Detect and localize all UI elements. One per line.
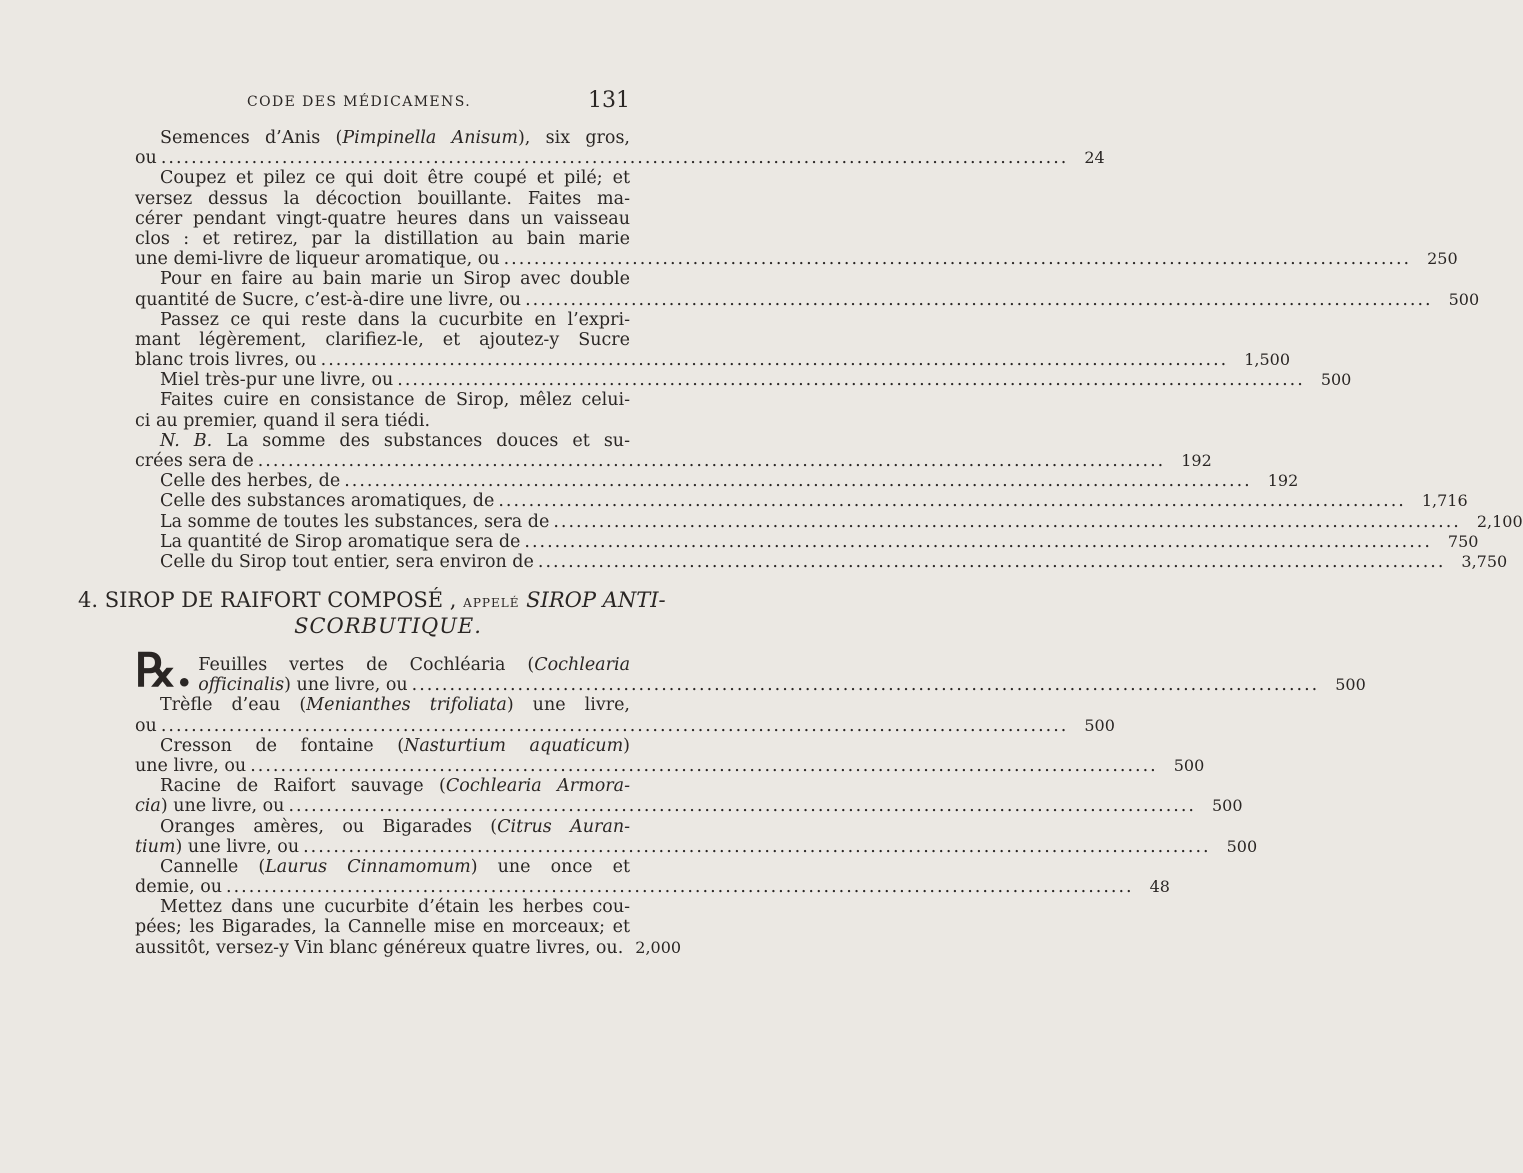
- line-text: [135, 756, 246, 776]
- line-text-roman: Oranges amères, ou Bigarades (: [160, 816, 498, 837]
- line-text-roman: aussitôt, versez-y Vin blanc généreux quatre livres, ou.: [135, 937, 624, 958]
- text-line: [135, 168, 630, 188]
- line-text-roman: une livre, ou: [135, 755, 247, 776]
- text-line: [135, 350, 1291, 371]
- line-text: [160, 695, 630, 715]
- line-text: [135, 411, 430, 431]
- quantity-value: 500: [1226, 836, 1258, 856]
- line-text-italic: Laurus Cinnamomum: [265, 856, 471, 877]
- line-text-roman: cérer pendant vingt-quatre heures dans un vaisseau: [135, 208, 630, 229]
- line-text: [135, 330, 630, 350]
- line-text: [160, 897, 630, 917]
- dot-leader: ........................................................................................................................: [537, 551, 1446, 572]
- text-line: [135, 715, 1115, 736]
- line-text-roman: quantité de Sucre, c’est-à-dire une livre, ou: [135, 289, 522, 310]
- line-text-italic: Citrus Auran-: [497, 816, 630, 837]
- dot-leader: ........................................................................................................................: [288, 796, 1196, 817]
- line-text-roman: mant légèrement, clarifiez-le, et ajoutez-y Sucre: [135, 329, 630, 350]
- text-line: [135, 390, 630, 410]
- line-text-roman: Celle du Sirop tout entier, sera environ de: [160, 551, 534, 572]
- quantity-value: 48: [1149, 877, 1170, 897]
- quantity-value: 24: [1084, 148, 1105, 168]
- dot-leader: ........................................................................................................................: [411, 675, 1320, 696]
- text-line: [135, 531, 1479, 552]
- line-text-italic: Nasturtium aquaticum: [404, 735, 624, 756]
- line-text-after: ): [623, 735, 630, 756]
- line-text: [135, 837, 299, 857]
- text-block-anise-syrup: [135, 128, 1523, 572]
- text-line: [135, 310, 630, 330]
- line-text-roman: Cresson de fontaine (: [160, 735, 405, 756]
- text-line: [135, 471, 1299, 492]
- line-text: [135, 189, 630, 209]
- line-text: [160, 776, 630, 796]
- section-title: SIROP DE RAIFORT COMPOSÉ ,: [104, 588, 457, 612]
- quantity-value: 1,500: [1244, 350, 1291, 370]
- quantity-value: 192: [1181, 451, 1212, 470]
- line-text: [135, 249, 500, 269]
- line-text: [160, 390, 630, 410]
- line-text: [160, 370, 393, 390]
- line-text-after: ) une livre, ou: [160, 796, 285, 817]
- page-number: 131: [588, 88, 630, 113]
- dot-leader: ........................................................................................................................: [226, 877, 1134, 898]
- text-line: [135, 551, 1508, 572]
- section-number: 4.: [78, 588, 99, 612]
- line-text-after: ) une livre, ou: [175, 836, 300, 857]
- line-text: [160, 857, 630, 877]
- line-text-roman: Racine de Raifort sauvage (: [160, 776, 446, 797]
- text-line: [135, 755, 1205, 776]
- line-text: [160, 512, 549, 532]
- line-text: [160, 491, 494, 511]
- line-text: [135, 290, 521, 310]
- section-alt-title-2: SCORBUTIQUE.: [294, 614, 482, 638]
- line-text-after: ) une livre,: [506, 695, 630, 716]
- line-text-roman: Miel très-pur une livre, ou: [160, 370, 394, 391]
- line-text: [160, 310, 630, 330]
- line-text-roman: ou: [135, 715, 157, 736]
- text-line: [135, 411, 630, 431]
- text-line: [135, 836, 1258, 857]
- dot-leader: ........................................................................................................................: [250, 755, 1158, 776]
- line-text: [160, 532, 520, 552]
- line-text: [198, 675, 407, 695]
- text-line: [135, 289, 1480, 310]
- line-text-roman: Trèfle d’eau (: [160, 695, 307, 716]
- line-text-italic: cia: [135, 796, 161, 817]
- line-text: [160, 736, 630, 756]
- text-line: [135, 511, 1523, 532]
- line-text-italic: Pimpinella Anisum: [342, 128, 518, 148]
- line-text-after: ) une livre, ou: [284, 675, 408, 696]
- quantity-value: 500: [1320, 370, 1352, 390]
- line-text-roman: Mettez dans une cucurbite d’étain les herbes cou-: [160, 897, 630, 918]
- line-text-after: ) une once et: [470, 856, 630, 877]
- text-line: [135, 451, 1212, 471]
- page-header: [135, 88, 630, 116]
- text-line: [135, 491, 1468, 512]
- line-text-roman: Feuilles vertes de Cochléaria (: [198, 655, 535, 675]
- quantity-value: 500: [1173, 755, 1205, 775]
- quantity-value: 500: [1084, 715, 1115, 735]
- recipe-symbol: ℞.: [135, 643, 193, 697]
- line-text-roman: clos : et retirez, par la distillation au bain marie: [135, 228, 630, 249]
- line-text: [160, 168, 630, 188]
- line-text-roman: Celle des substances aromatiques, de: [160, 491, 495, 512]
- text-line: [135, 148, 1105, 169]
- text-line: [198, 675, 1366, 696]
- line-text-roman: versez dessus la décoction bouillante. Faites ma-: [135, 188, 630, 209]
- section-alt-title-1: SIROP ANTI-: [526, 588, 666, 612]
- line-text-roman: ci au premier, quand il sera tiédi.: [135, 410, 431, 431]
- line-text-roman: Faites cuire en consistance de Sirop, mêlez celui-: [160, 390, 630, 411]
- line-text: [160, 128, 630, 148]
- dot-leader: ........................................................................................................................: [397, 370, 1305, 391]
- quantity-value: 2,000: [635, 937, 682, 957]
- dot-leader: ........................................................................................................................: [303, 836, 1211, 857]
- line-text-roman: Cannelle (: [160, 856, 266, 877]
- dot-leader: ........................................................................................................................: [524, 531, 1432, 552]
- text-line: [135, 269, 630, 289]
- line-text-roman: demie, ou: [135, 877, 223, 898]
- text-line: [135, 249, 1458, 270]
- line-text: [160, 471, 340, 491]
- dot-leader: ........................................................................................................................: [257, 451, 1166, 471]
- quantity-value: 192: [1267, 471, 1299, 491]
- text-line: [135, 736, 630, 756]
- dot-leader: ........................................................................................................................: [160, 148, 1069, 169]
- line-text: [135, 148, 157, 168]
- dot-leader: ........................................................................................................................: [498, 491, 1406, 512]
- section-called: APPELÉ: [463, 596, 520, 610]
- line-text: [135, 716, 157, 736]
- line-text: [135, 796, 284, 816]
- text-line: [135, 877, 1170, 898]
- line-text: [198, 655, 630, 675]
- dot-leader: ........................................................................................................................: [344, 471, 1252, 492]
- dot-leader: ........................................................................................................................: [503, 249, 1412, 270]
- quantity-value: 1,716: [1421, 491, 1468, 511]
- line-text-roman: Celle des herbes, de: [160, 471, 341, 492]
- text-line: [135, 776, 630, 796]
- line-text: [135, 229, 630, 249]
- dot-leader: ........................................................................................................................: [525, 289, 1433, 310]
- line-text-roman: une demi-livre de liqueur aromatique, ou: [135, 249, 500, 270]
- line-text-roman: La somme de toutes les substances, sera de: [160, 511, 550, 532]
- line-text-after: La somme des substances douces et su-: [212, 430, 630, 451]
- line-text-italic: Cochlearia Armora-: [445, 776, 630, 797]
- text-line: [135, 857, 630, 877]
- line-text-roman: Pour en faire au bain marie un Sirop avec double: [160, 269, 630, 290]
- line-text: [160, 431, 630, 451]
- quantity-value: 750: [1447, 531, 1479, 551]
- text-line: [135, 796, 1243, 817]
- quantity-value: 250: [1427, 249, 1458, 269]
- line-text: [135, 209, 630, 229]
- line-text: [135, 938, 623, 958]
- line-text-roman: pées; les Bigarades, la Cannelle mise en morceaux; et: [135, 917, 630, 938]
- line-text: [135, 451, 254, 471]
- quantity-value: 2,100: [1476, 511, 1523, 531]
- quantity-value: 500: [1211, 796, 1243, 816]
- quantity-value: 3,750: [1461, 551, 1508, 571]
- line-text: [135, 917, 630, 937]
- line-text-italic: N. B.: [160, 430, 213, 451]
- line-text-roman: Passez ce qui reste dans la cucurbite en l’expri-: [160, 309, 630, 330]
- line-text: [160, 817, 630, 837]
- line-text-roman: La quantité de Sirop aromatique sera de: [160, 531, 521, 552]
- text-line: [135, 817, 630, 837]
- quantity-value: 500: [1448, 289, 1480, 309]
- dot-leader: ........................................................................................................................: [320, 350, 1229, 371]
- text-line: [135, 189, 630, 209]
- dot-leader: ........................................................................................................................: [160, 715, 1069, 736]
- text-line: [135, 209, 630, 229]
- line-text-italic: Menianthes trifoliata: [306, 695, 507, 716]
- text-line: [135, 695, 630, 715]
- text-line: [135, 897, 630, 917]
- line-text-italic: tium: [135, 836, 176, 857]
- text-line: [135, 431, 630, 451]
- line-text: [160, 552, 534, 572]
- line-text-after: ), six gros,: [517, 128, 630, 148]
- line-text-roman: crées sera de: [135, 451, 254, 471]
- quantity-value: 500: [1335, 675, 1366, 695]
- text-line: [135, 917, 630, 937]
- line-text-italic: officinalis: [198, 675, 285, 696]
- line-text: [135, 350, 317, 370]
- line-text: [135, 877, 222, 897]
- text-line: [135, 128, 630, 148]
- line-text: [160, 269, 630, 289]
- dot-leader: ........................................................................................................................: [553, 511, 1461, 532]
- line-text-roman: ou: [135, 148, 157, 169]
- running-title: CODE DES MÉDICAMENS.: [247, 94, 472, 110]
- section-heading: [78, 588, 666, 638]
- line-text-italic: Cochlearia: [534, 655, 630, 675]
- text-line: [135, 330, 630, 350]
- line-text-roman: blanc trois livres, ou: [135, 350, 317, 371]
- text-line: [135, 370, 1352, 391]
- text-line: [135, 937, 682, 958]
- text-line: [135, 229, 630, 249]
- line-text-roman: Coupez et pilez ce qui doit être coupé et pilé; et: [160, 168, 630, 189]
- text-block-horseradish-syrup: [135, 643, 1366, 958]
- line-text-roman: Semences d’Anis (: [160, 128, 343, 148]
